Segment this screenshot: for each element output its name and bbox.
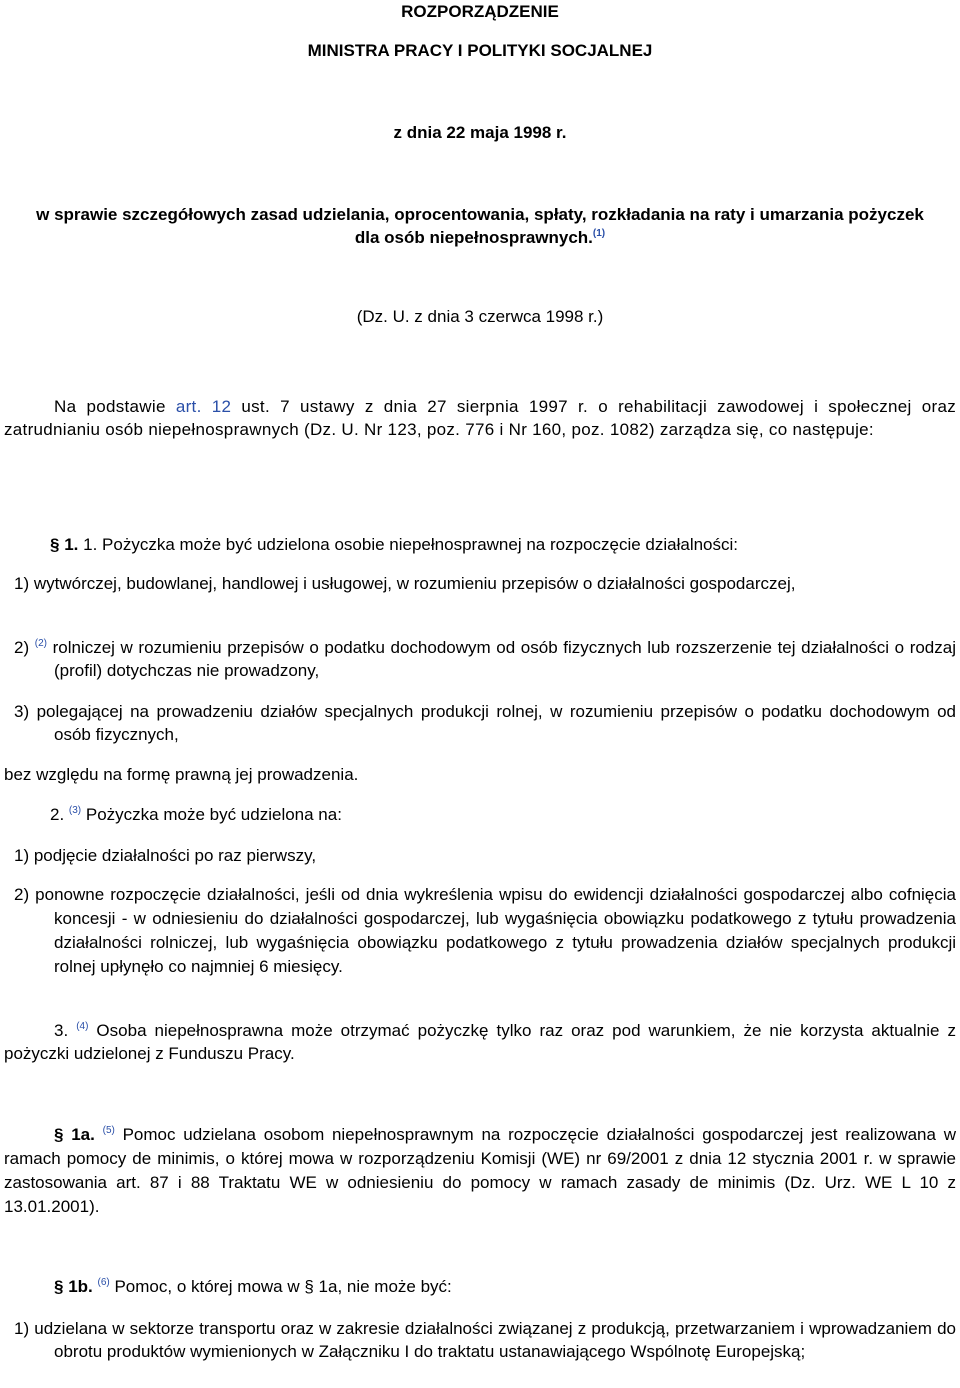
section-1b-label: 1b. <box>68 1277 93 1296</box>
list-item-1-2 <box>14 636 956 682</box>
section-1a-text: Pomoc udzielana osobom niepełnosprawnym na rozpoczęcie działalności gospodarczej jest realizowana w ramach pomocy de minimis, o której mowa w rozporządzeniu Komisji (WE) nr 69/2001 z dnia 12 stycznia 2001 r. w sprawie zastosowania art. 87 i 88 Traktatu WE w odniesieniu do pomocy w ramach zasady de minimis (Dz. Urz. WE L 10 z 13.01.2001). <box>4 1125 956 1216</box>
title-line-2: MINISTRA PRACY I POLITYKI SOCJALNEJ <box>307 41 653 60</box>
journal-reference: (Dz. U. z dnia 3 czerwca 1998 r.) <box>356 307 604 326</box>
preamble-part-2: ust. 7 ustawy z dnia 27 sierpnia 1997 r. o rehabilitacji zawodowej i społecznej oraz zatrudnianiu osób niepełnosprawnych (Dz. U. Nr 123, poz. 776 i Nr 160, poz. 1082) zarządza się, co następuje: <box>4 397 957 439</box>
section-1-label: 1. <box>64 535 79 554</box>
section-1-closing: bez względu na formę prawną jej prowadzenia. <box>4 765 359 784</box>
section-1b <box>4 1275 956 1298</box>
preamble <box>4 395 956 441</box>
footnote-ref-2[interactable]: (2) <box>34 638 47 649</box>
section-1b-heading <box>4 1277 93 1296</box>
footnote-ref-3[interactable]: (3) <box>68 805 82 816</box>
section-1b-text: Pomoc, o której mowa w § 1a, nie może być: <box>109 1277 452 1296</box>
act-date: z dnia 22 maja 1998 r. <box>393 123 567 142</box>
section-sign: § <box>54 1125 64 1144</box>
section-1a-label: 1a. <box>71 1125 95 1144</box>
list-item-1b-1: 1) udzielana w sektorze transportu oraz w zakresie działalności związanej z produkcją, przetwarzaniem i wprowadzaniem do obrotu produktów wymienionych w Załączniku I do traktatu ustanawiającego Wspólnotę Europejską; <box>14 1319 956 1361</box>
footnote-ref-1[interactable]: (1) <box>592 228 606 239</box>
list-item-2-1: 1) podjęcie działalności po raz pierwszy, <box>14 846 317 865</box>
preamble-part-1: Na podstawie <box>54 397 176 416</box>
section-1a <box>4 1123 956 1219</box>
article-link[interactable]: art. 12 <box>175 397 232 416</box>
para-3-text: Osoba niepełnosprawna może otrzymać pożyczkę tylko raz oraz pod warunkiem, że nie korzysta aktualnie z pożyczki udzielonej z Funduszu Pracy. <box>4 1021 956 1063</box>
section-sign: § 1. <box>50 535 79 554</box>
para-3-number: 3. <box>54 1021 77 1040</box>
list-item-1-1: 1) wytwórczej, budowlanej, handlowej i usługowej, w rozumieniu przepisów o działalności gospodarczej, <box>14 574 796 593</box>
title-line-1: ROZPORZĄDZENIE <box>401 2 559 21</box>
para-2-text: Pożyczka może być udzielona na: <box>81 805 342 824</box>
section-1-intro-text: 1. Pożyczka może być udzielona osobie niepełnosprawnej na rozpoczęcie działalności: <box>83 535 738 554</box>
footnote-ref-6[interactable]: (6) <box>97 1277 110 1288</box>
list-item-1-2-number: 2) <box>14 638 35 657</box>
section-1-para-2 <box>50 803 956 826</box>
list-item-2-2: 2) ponowne rozpoczęcie działalności, jeśli od dnia wykreślenia wpisu do ewidencji działalności gospodarczej albo cofnięcia koncesji - w odniesieniu do działalności gospodarczej, lub wygaśnięcia obowiązku podatkowego z tytułu prowadzenia działalności rolniczej, lub wygaśnięcia obowiązku podatkowego z tytułu prowadzenia działów specjalnych produkcji rolnej upłynęło co najmniej 6 miesięcy. <box>14 885 956 976</box>
section-1a-heading <box>4 1125 95 1144</box>
section-sign: § <box>54 1277 64 1296</box>
footnote-ref-5[interactable]: (5) <box>102 1125 115 1136</box>
act-subject <box>30 203 930 249</box>
para-2-number: 2. <box>50 805 69 824</box>
act-subject-text: w sprawie szczegółowych zasad udzielania, oprocentowania, spłaty, rozkładania na raty i umarzania pożyczek dla osób niepełnosprawnych. <box>36 205 924 247</box>
section-1-para-3 <box>4 1019 956 1065</box>
list-item-1-3: 3) polegającej na prowadzeniu działów specjalnych produkcji rolnej, w rozumieniu przepisów o podatku dochodowym od osób fizycznych, <box>14 702 956 744</box>
footnote-ref-4[interactable]: (4) <box>76 1021 89 1032</box>
section-1-intro <box>50 533 956 556</box>
list-item-1-2-text: rolniczej w rozumieniu przepisów o podatku dochodowym od osób fizycznych lub rozszerzenie tej działalności o rodzaj (profil) dotychczas nie prowadzony, <box>46 638 956 680</box>
